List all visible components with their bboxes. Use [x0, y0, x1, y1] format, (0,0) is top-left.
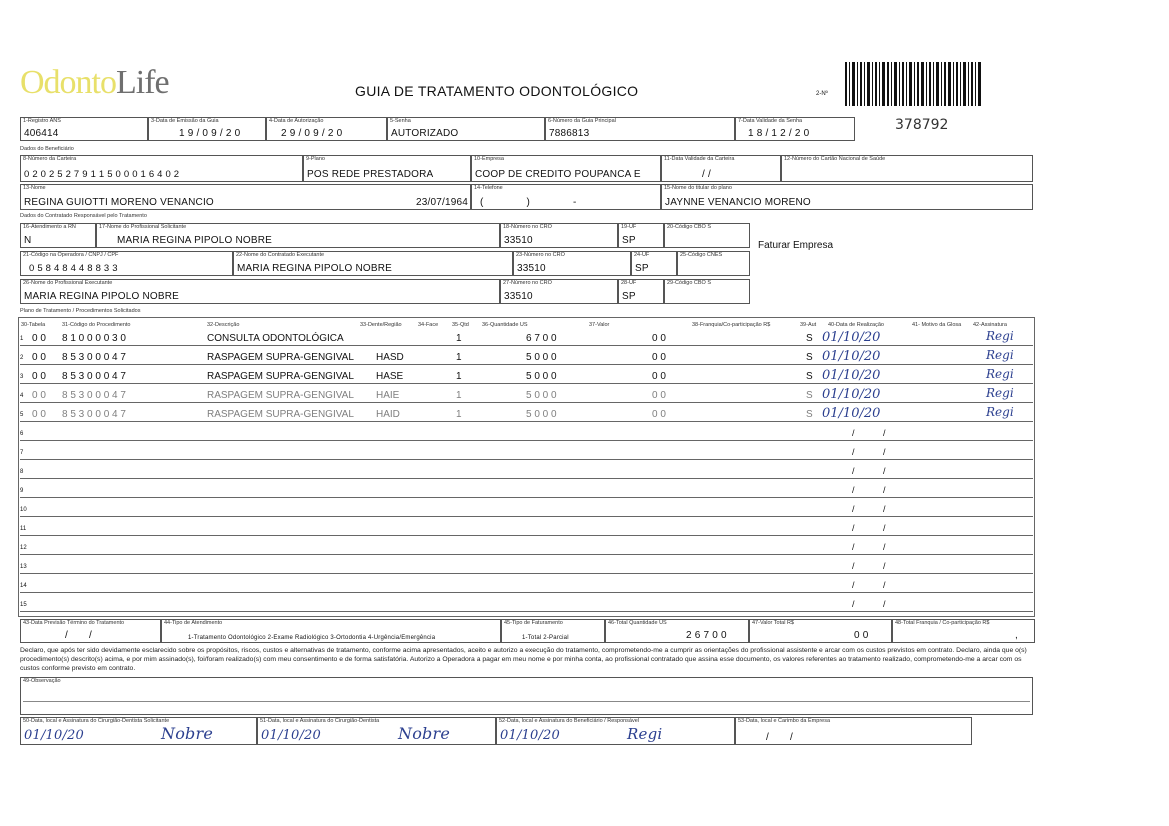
row-date-slash: /: [852, 504, 855, 514]
field-label: 26-Nome do Profissional Executante: [23, 280, 113, 286]
field-cbo-executante: [664, 279, 750, 304]
odontolife-logo: [20, 64, 169, 102]
row-dente: HAID: [376, 409, 400, 420]
field-label: 51-Data, local e Assinatura do Cirurgião-Dentista: [260, 718, 380, 724]
field-value: 0 5 8 4 8 4 4 8 8 3 3: [29, 263, 118, 274]
table-row-line: [20, 421, 1033, 422]
field-value: JAYNNE VENANCIO MORENO: [665, 197, 811, 208]
row-qtd: 1: [456, 333, 462, 344]
page-title: GUIA DE TRATAMENTO ODONTOLÓGICO: [355, 83, 639, 99]
row-date-slash: /: [852, 428, 855, 438]
row-number: 2: [20, 355, 24, 361]
row-date-slash: /: [883, 466, 886, 476]
field-label: 7-Data Validade da Senha: [738, 118, 803, 124]
field-value: MARIA REGINA PIPOLO NOBRE: [117, 235, 273, 246]
row-codigo: 8 1 0 0 0 0 3 0: [62, 333, 126, 344]
row-date-slash: /: [852, 599, 855, 609]
section-plano: Plano de Tratamento / Procedimentos Solicitados: [20, 308, 141, 314]
handwritten-guide-number: 378792: [895, 117, 949, 133]
col-descricao: 32-Descrição: [207, 322, 240, 328]
col-motivo-glosa: 41- Motivo da Glosa: [912, 322, 962, 328]
field-value: 406414: [24, 128, 59, 139]
field-value: ,: [1015, 630, 1018, 641]
field-value: POS REDE PRESTADORA: [307, 169, 434, 180]
field-empresa: [471, 155, 661, 182]
field-profissional-solicitante: [96, 223, 500, 248]
guide-number-label: 2-Nº: [816, 91, 828, 97]
field-value: 1-Tratamento Odontológico 2-Exame Radiológico 3-Ortodontia 4-Urgência/Emergência: [188, 635, 436, 641]
field-label: 25-Código CNES: [680, 252, 723, 258]
row-codigo: 8 5 3 0 0 0 4 7: [62, 390, 126, 401]
signature-date: 01/10/20: [500, 728, 560, 743]
col-codigo: 31-Código do Procedimento: [62, 322, 131, 328]
section-beneficiario: Dados do Beneficiário: [20, 146, 74, 152]
row-data-realizacao: 01/10/20: [822, 387, 881, 402]
row-valor: 0 0: [652, 352, 666, 363]
field-label: 21-Código na Operadora / CNPJ / CPF: [23, 252, 119, 258]
field-label: 23-Número no CRO: [516, 252, 565, 258]
field-label: 53-Data, local e Carimbo da Empresa: [738, 718, 831, 724]
declaration-text: Declaro, que após ter sido devidamente esclarecido sobre os propósitos, riscos, custos e alternativas de tratamento, conforme acima apresentados, aceito e autorizo a execução do tratamento, comprometendo-me a cumprir as orientações do profissional assistente e arcar com os custos previstos em contrato. Declaro, ainda que o(s) procedimento(s) descrito(s) acima, e por mim assinado(s), foi/foram realizado(s) com meu consentimento e de forma satisfatória. Autorizo a Operadora a pagar em meu nome e por minha conta, ao profissional contratado que assina esse documento, os valores referentes ao tratamento realizado, comprometendo-me a arcar com os custos conforme previsto em contrato.: [20, 647, 1027, 672]
field-tipo-atendimento: [161, 619, 501, 643]
col-data-realizacao: 40-Data de Realização: [828, 322, 884, 328]
row-descricao: RASPAGEM SUPRA-GENGIVAL: [207, 390, 354, 401]
row-quantidade-us: 5 0 0 0: [526, 352, 557, 363]
col-quantidade-us: 36-Quantidade US: [482, 322, 528, 328]
row-date-slash: /: [883, 485, 886, 495]
row-assinatura: Regi: [986, 348, 1014, 362]
col-dente: 33-Dente/Região: [360, 322, 402, 328]
field-label: 5-Senha: [390, 118, 411, 124]
field-assinatura-solicitante: [20, 717, 257, 745]
row-descricao: RASPAGEM SUPRA-GENGIVAL: [207, 409, 354, 420]
row-date-slash: /: [883, 542, 886, 552]
row-tabela: 0 0: [32, 352, 46, 363]
section-contratado: Dados do Contratado Responsável pelo Tratamento: [20, 213, 147, 219]
field-label: 9-Plano: [306, 156, 325, 162]
row-date-slash: /: [883, 599, 886, 609]
barcode: [845, 62, 985, 106]
row-qtd: 1: [456, 390, 462, 401]
field-codigo-operadora: [20, 251, 233, 276]
table-row-line: [20, 497, 1033, 498]
row-date-slash: /: [852, 580, 855, 590]
table-row-line: [20, 478, 1033, 479]
col-qtd: 35-Qtd: [452, 322, 469, 328]
row-tabela: 0 0: [32, 409, 46, 420]
field-value: 33510: [517, 263, 546, 274]
field-assinatura-beneficiario: [496, 717, 735, 745]
field-plano: [303, 155, 471, 182]
field-value: 0 0: [854, 630, 869, 641]
row-date-slash: /: [883, 504, 886, 514]
field-value: / /: [766, 732, 793, 743]
field-data-autorizacao: [266, 117, 387, 141]
field-cro-executante: [500, 279, 618, 304]
field-value: 1-Total 2-Parcial: [522, 635, 569, 641]
field-total-us: [605, 619, 749, 643]
row-valor: 0 0: [652, 371, 666, 382]
field-value: MARIA REGINA PIPOLO NOBRE: [24, 291, 180, 302]
row-date-slash: /: [883, 561, 886, 571]
field-value: 1 8 / 1 2 / 2 0: [748, 128, 810, 139]
field-label: 27-Número no CRO: [503, 280, 552, 286]
signature-date: 01/10/20: [24, 728, 84, 743]
field-label: 4-Data de Autorização: [269, 118, 324, 124]
field-value: COOP DE CREDITO POUPANCA E: [475, 169, 641, 180]
row-number: 3: [20, 374, 24, 380]
row-qtd: 1: [456, 371, 462, 382]
field-value: AUTORIZADO: [391, 128, 459, 139]
row-codigo: 8 5 3 0 0 0 4 7: [62, 409, 126, 420]
field-value: / /: [65, 630, 92, 641]
row-date-slash: /: [883, 447, 886, 457]
row-data-realizacao: 01/10/20: [822, 349, 881, 364]
field-value: SP: [622, 291, 636, 302]
field-value: MARIA REGINA PIPOLO NOBRE: [237, 263, 393, 274]
row-aut: S: [806, 371, 813, 382]
field-value: REGINA GUIOTTI MORENO VENANCIO: [24, 197, 214, 208]
row-number: 15: [20, 602, 27, 608]
field-label: 12-Número do Cartão Nacional de Saúde: [784, 156, 886, 162]
table-row-line: [20, 535, 1033, 536]
field-label: 14-Telefone: [474, 185, 503, 191]
row-number: 7: [20, 450, 24, 456]
row-number: 14: [20, 583, 27, 589]
row-number: 6: [20, 431, 24, 437]
field-label: 8-Número da Carteira: [23, 156, 77, 162]
field-validade-senha: [735, 117, 855, 141]
row-aut: S: [806, 409, 813, 420]
field-valor-total: [749, 619, 892, 643]
row-assinatura: Regi: [986, 386, 1014, 400]
row-date-slash: /: [852, 523, 855, 533]
field-registro-ans: [20, 117, 148, 141]
field-value: 1 9 / 0 9 / 2 0: [179, 128, 241, 139]
faturar-empresa-note: Faturar Empresa: [758, 240, 834, 251]
field-label: 22-Nome do Contratado Executante: [236, 252, 325, 258]
row-dente: HASD: [376, 352, 404, 363]
signature-date: 01/10/20: [261, 728, 321, 743]
field-carimbo-empresa: [735, 717, 972, 745]
row-valor: 0 0: [652, 409, 666, 420]
row-number: 5: [20, 412, 24, 418]
field-telefone: [471, 184, 661, 210]
logo-part-a: Odonto: [20, 64, 116, 101]
row-codigo: 8 5 3 0 0 0 4 7: [62, 371, 126, 382]
field-label: 6-Número da Guia Principal: [548, 118, 616, 124]
field-value: / /: [702, 169, 711, 180]
row-number: 11: [20, 526, 27, 532]
field-label: 18-Número no CRO: [503, 224, 552, 230]
field-label: 49-Observação: [23, 678, 61, 684]
row-date-slash: /: [883, 523, 886, 533]
field-label: 47-Valor Total R$: [752, 620, 794, 626]
field-data-emissao: [148, 117, 266, 141]
field-label: 15-Nome do titular do plano: [664, 185, 732, 191]
field-nome: [20, 184, 471, 210]
row-tabela: 0 0: [32, 390, 46, 401]
row-assinatura: Regi: [986, 405, 1014, 419]
field-cbo-solicitante: [664, 223, 750, 248]
row-quantidade-us: 5 0 0 0: [526, 409, 557, 420]
col-valor: 37-Valor: [589, 322, 610, 328]
field-numero-carteira: [20, 155, 303, 182]
row-dente: HAIE: [376, 390, 400, 401]
field-assinatura-executante: [257, 717, 496, 745]
row-valor: 0 0: [652, 390, 666, 401]
table-row-line: [20, 383, 1033, 384]
row-number: 10: [20, 507, 27, 513]
field-label: 24-UF: [634, 252, 650, 258]
field-cartao-nacional: [781, 155, 1033, 182]
obs-line: [23, 701, 1030, 702]
row-qtd: 1: [456, 352, 462, 363]
field-uf-solicitante: [618, 223, 664, 248]
table-row-line: [20, 345, 1033, 346]
field-label: 45-Tipo de Faturamento: [504, 620, 563, 626]
row-date-slash: /: [883, 580, 886, 590]
col-franquia: 38-Franquia/Co-participação R$: [692, 322, 771, 328]
row-quantidade-us: 5 0 0 0: [526, 371, 557, 382]
field-label: 43-Data Previsão Término do Tratamento: [23, 620, 125, 626]
field-profissional-executante: [20, 279, 500, 304]
field-uf-executante: [618, 279, 664, 304]
row-date-slash: /: [852, 447, 855, 457]
field-label: 48-Total Franquia / Co-participação R$: [895, 620, 990, 626]
col-tabela: 30-Tabela: [21, 322, 46, 328]
row-date-slash: /: [852, 561, 855, 571]
row-quantidade-us: 5 0 0 0: [526, 390, 557, 401]
field-label: 10-Empresa: [474, 156, 504, 162]
logo-part-b: Life: [116, 64, 169, 101]
field-label: 11-Data Validade da Carteira: [664, 156, 735, 162]
birth-date: 23/07/1964: [416, 197, 469, 208]
field-cnes: [677, 251, 750, 276]
field-value: 2 9 / 0 9 / 2 0: [281, 128, 343, 139]
row-quantidade-us: 6 7 0 0: [526, 333, 557, 344]
field-cro-solicitante: [500, 223, 618, 248]
col-assinatura: 42-Assinatura: [973, 322, 1007, 328]
table-row-line: [20, 516, 1033, 517]
row-number: 12: [20, 545, 27, 551]
row-date-slash: /: [883, 428, 886, 438]
field-value: 7886813: [549, 128, 590, 139]
row-qtd: 1: [456, 409, 462, 420]
field-label: 3-Data de Emissão da Guia: [151, 118, 219, 124]
field-value: 33510: [504, 235, 533, 246]
row-aut: S: [806, 352, 813, 363]
row-tabela: 0 0: [32, 333, 46, 344]
row-number: 1: [20, 336, 24, 342]
row-descricao: CONSULTA ODONTOLÓGICA: [207, 333, 344, 344]
field-value: 2 6 7 0 0: [686, 630, 727, 641]
table-row-line: [20, 459, 1033, 460]
field-label: 17-Nome do Profissional Solicitante: [99, 224, 187, 230]
row-number: 9: [20, 488, 24, 494]
field-tipo-faturamento: [501, 619, 605, 643]
signature: Nobre: [398, 724, 450, 743]
field-senha: [387, 117, 545, 141]
table-row-line: [20, 440, 1033, 441]
row-data-realizacao: 01/10/20: [822, 406, 881, 421]
field-previsao-termino: [20, 619, 161, 643]
table-row-line: [20, 554, 1033, 555]
row-number: 8: [20, 469, 24, 475]
field-value: N: [24, 235, 32, 246]
row-data-realizacao: 01/10/20: [822, 330, 881, 345]
row-assinatura: Regi: [986, 329, 1014, 343]
field-uf-contratado: [631, 251, 677, 276]
field-label: 52-Data, local e Assinatura do Beneficiário / Responsável: [499, 718, 640, 724]
col-aut: 39-Aut: [800, 322, 817, 328]
row-date-slash: /: [852, 542, 855, 552]
field-cro-contratado: [513, 251, 631, 276]
field-guia-principal: [545, 117, 735, 141]
field-label: 28-UF: [621, 280, 637, 286]
row-date-slash: /: [852, 466, 855, 476]
row-assinatura: Regi: [986, 367, 1014, 381]
col-face: 34-Face: [418, 322, 439, 328]
table-row-line: [20, 364, 1033, 365]
field-label: 19-UF: [621, 224, 637, 230]
field-value: ( ) -: [480, 197, 577, 208]
row-descricao: RASPAGEM SUPRA-GENGIVAL: [207, 371, 354, 382]
table-row-line: [20, 592, 1033, 593]
field-label: 46-Total Quantidade US: [608, 620, 667, 626]
table-row-line: [20, 402, 1033, 403]
field-validade-carteira: [661, 155, 781, 182]
field-label: 16-Atendimento a RN: [23, 224, 76, 230]
table-row-line: [20, 611, 1033, 612]
field-atendimento-rn: [20, 223, 96, 248]
field-label: 20-Código CBO S: [667, 224, 712, 230]
signature: Nobre: [161, 724, 213, 743]
row-dente: HASE: [376, 371, 404, 382]
row-codigo: 8 5 3 0 0 0 4 7: [62, 352, 126, 363]
row-number: 4: [20, 393, 24, 399]
field-value: 33510: [504, 291, 533, 302]
row-aut: S: [806, 390, 813, 401]
field-label: 50-Data, local e Assinatura do Cirurgião-Dentista Solicitante: [23, 718, 170, 724]
table-row-line: [20, 573, 1033, 574]
row-descricao: RASPAGEM SUPRA-GENGIVAL: [207, 352, 354, 363]
field-label: 29-Código CBO S: [667, 280, 712, 286]
row-aut: S: [806, 333, 813, 344]
field-value: 0 2 0 2 5 2 7 9 1 1 5 0 0 0 1 6 4 0 2: [24, 169, 180, 180]
field-value: SP: [622, 235, 636, 246]
field-value: SP: [635, 263, 649, 274]
signature: Regi: [627, 725, 663, 743]
field-label: 44-Tipo de Atendimento: [164, 620, 223, 626]
row-date-slash: /: [852, 485, 855, 495]
field-contratado-executante: [233, 251, 513, 276]
row-data-realizacao: 01/10/20: [822, 368, 881, 383]
field-titular: [661, 184, 1033, 210]
field-label: 13-Nome: [23, 185, 46, 191]
row-valor: 0 0: [652, 333, 666, 344]
row-tabela: 0 0: [32, 371, 46, 382]
row-number: 13: [20, 564, 27, 570]
field-observacao: [20, 677, 1033, 715]
field-total-franquia: [892, 619, 1035, 643]
field-label: 1-Registro ANS: [23, 118, 61, 124]
